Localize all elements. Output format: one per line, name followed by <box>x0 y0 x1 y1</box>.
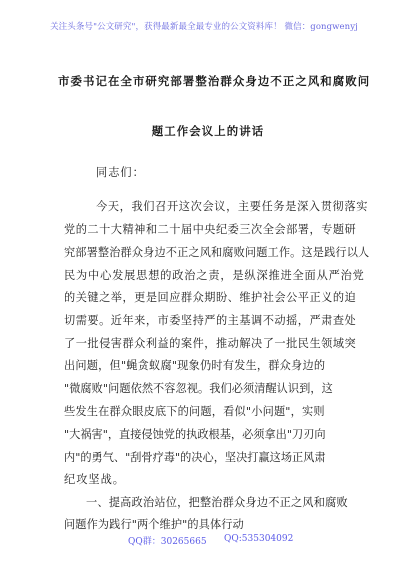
body-line: 问题作为践行"两个维护"的具体行动 <box>64 518 244 531</box>
footer-qq-contact: QQ:535304092 <box>224 534 294 544</box>
footer-qq-group: QQ群：30265665 <box>128 537 207 547</box>
body-line: 一、提高政治站位，把整治群众身边不正之风和腐败 <box>86 496 348 509</box>
body-line: 些发生在群众眼皮底下的问题，看似"小问题"，实则 <box>64 405 325 418</box>
body-line: 了一批侵害群众利益的案件，推动解决了一批民生领域突 <box>64 337 357 350</box>
page-title-line-1: 市委书记在全市研究部署整治群众身边不正之风和腐败问 <box>58 74 371 88</box>
body-line: "微腐败"问题依然不容忽视。我们必须清醒认识到，这 <box>64 382 333 395</box>
body-line: 民为中心发展思想的政治之责，是纵深推进全面从严治党 <box>64 269 365 282</box>
body-line: 纪攻坚战。 <box>64 473 125 486</box>
body-line: 切需要。近年来，市委坚持严的主基调不动摇，严肃查处 <box>64 314 357 327</box>
body-line: 党的二十大精神和二十届中央纪委三次全会部署，专题研 <box>64 223 357 236</box>
body-line: 内"的勇气、"刮骨疗毒"的决心，坚决打赢这场正风肃 <box>64 451 326 464</box>
greeting: 同志们： <box>96 166 145 179</box>
body-line: 究部署整治群众身边不正之风和腐败问题工作。这是践行以人 <box>64 246 370 259</box>
body-line: "大祸害"，直接侵蚀党的执政根基，必须拿出"刀刃向 <box>64 428 326 441</box>
page-title-line-2: 题工作会议上的讲话 <box>151 124 265 138</box>
body-line: 今天，我们召开这次会议，主要任务是深入贯彻落实 <box>96 200 369 213</box>
body-line: 的关键之举，更是回应群众期盼、维护社会公平正义的迫 <box>64 291 357 304</box>
top-banner: 关注头条号"公文研究"，获得最新最全最专业的公文资料库！ 微信：gongwenyj <box>50 22 358 32</box>
body-line: 出问题，但"蝇贪蚁腐"现象仍时有发生，群众身边的 <box>64 359 326 372</box>
